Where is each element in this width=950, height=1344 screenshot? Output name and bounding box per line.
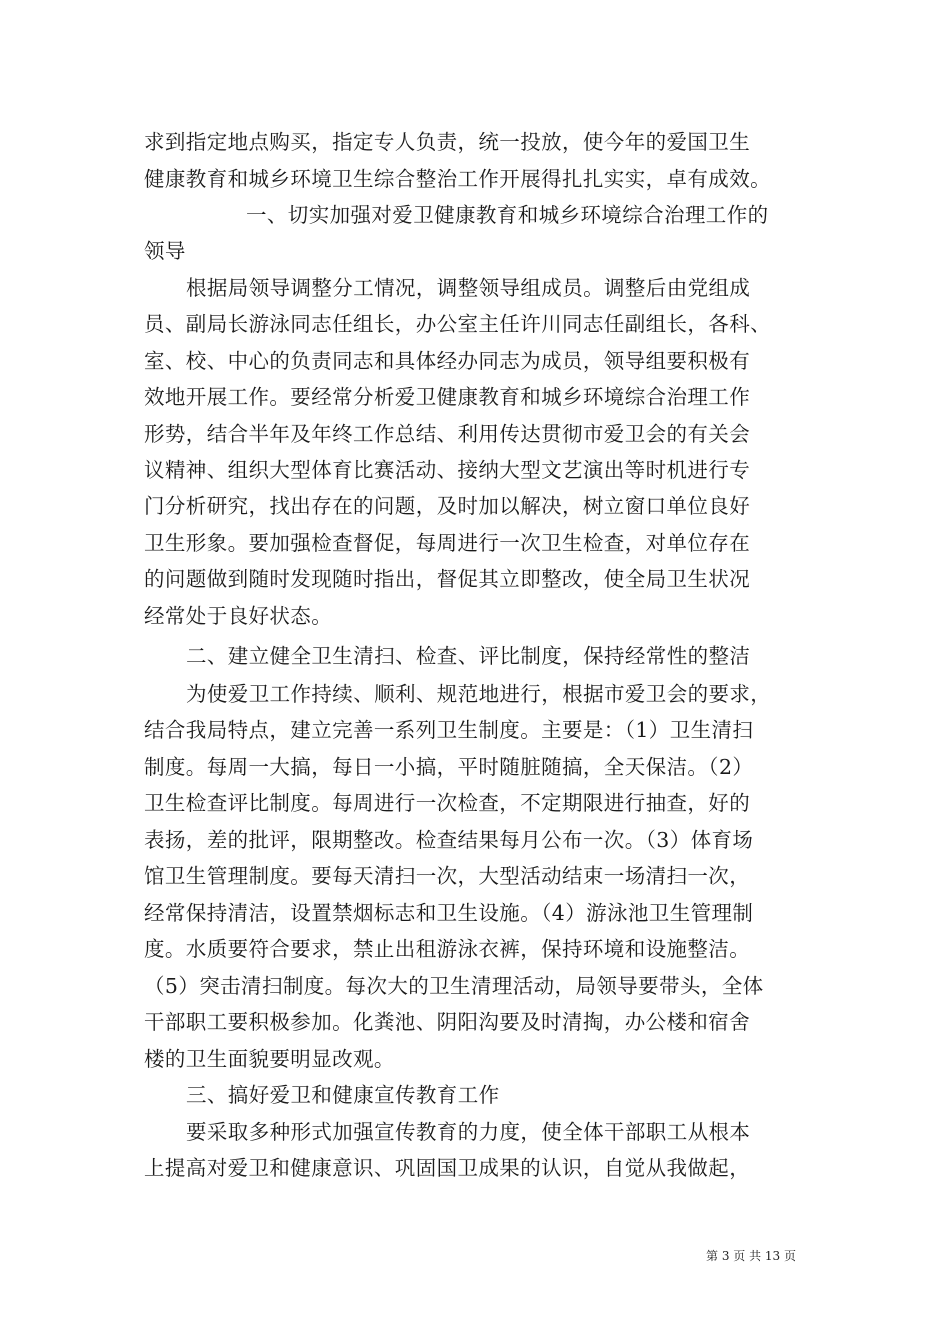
text-line: 室、校、中心的负责同志和具体经办同志为成员，领导组要积极有	[144, 349, 751, 373]
text-line: 卫生形象。要加强检查督促，每周进行一次卫生检查，对单位存在	[144, 531, 751, 555]
text-line: 形势，结合半年及年终工作总结、利用传达贯彻市爱卫会的有关会	[144, 422, 751, 446]
text-line: 表扬，差的批评，限期整改。检查结果每月公布一次。（3）体育场	[144, 828, 754, 852]
text-line: 经常保持清洁，设置禁烟标志和卫生设施。（4）游泳池卫生管理制	[144, 901, 754, 925]
text-line: 门分析研究，找出存在的问题，及时加以解决，树立窗口单位良好	[144, 494, 751, 518]
text-line: 制度。每周一大搞，每日一小搞，平时随脏随搞，全天保洁。（2）	[144, 755, 754, 779]
text-line: 的问题做到随时发现随时指出，督促其立即整改，使全局卫生状况	[144, 567, 751, 591]
section-heading-3: 三、搞好爱卫和健康宣传教育工作	[186, 1083, 500, 1107]
text-line: 干部职工要积极参加。化粪池、阴阳沟要及时清掏，办公楼和宿舍	[144, 1010, 751, 1034]
text-line: 楼的卫生面貌要明显改观。	[144, 1047, 395, 1071]
text-line: 上提高对爱卫和健康意识、巩固国卫成果的认识，自觉从我做起，	[144, 1156, 751, 1180]
text-line: 议精神、组织大型体育比赛活动、接纳大型文艺演出等时机进行专	[144, 458, 751, 482]
text-line: 效地开展工作。要经常分析爱卫健康教育和城乡环境综合治理工作	[144, 385, 751, 409]
section-heading-1: 一、切实加强对爱卫健康教育和城乡环境综合治理工作的	[246, 203, 769, 227]
paragraph-start: 为使爱卫工作持续、顺利、规范地进行，根据市爱卫会的要求，	[186, 682, 772, 706]
text-line: 经常处于良好状态。	[144, 604, 333, 628]
section-heading-1-cont: 领导	[144, 239, 186, 263]
text-line: 求到指定地点购买，指定专人负责，统一投放，使今年的爱国卫生	[144, 130, 751, 154]
text-line: 结合我局特点，建立完善一系列卫生制度。主要是：（1）卫生清扫	[144, 718, 754, 742]
text-line: 卫生检查评比制度。每周进行一次检查，不定期限进行抽查，好的	[144, 791, 751, 815]
text-line: 员、副局长游泳同志任组长，办公室主任许川同志任副组长，各科、	[144, 312, 771, 336]
text-line: 馆卫生管理制度。要每天清扫一次，大型活动结束一场清扫一次，	[144, 864, 751, 888]
text-line: （5）突击清扫制度。每次大的卫生清理活动，局领导要带头，全体	[144, 974, 764, 998]
paragraph-start: 根据局领导调整分工情况，调整领导组成员。调整后由党组成	[186, 276, 751, 300]
text-line: 度。水质要符合要求，禁止出租游泳衣裤，保持环境和设施整洁。	[144, 937, 751, 961]
text-line: 健康教育和城乡环境卫生综合整治工作开展得扎扎实实，卓有成效。	[144, 167, 771, 191]
section-heading-2: 二、建立健全卫生清扫、检查、评比制度，保持经常性的整洁	[186, 644, 751, 668]
paragraph-start: 要采取多种形式加强宣传教育的力度，使全体干部职工从根本	[186, 1120, 751, 1144]
page-number: 第 3 页 共 13 页	[706, 1249, 796, 1263]
